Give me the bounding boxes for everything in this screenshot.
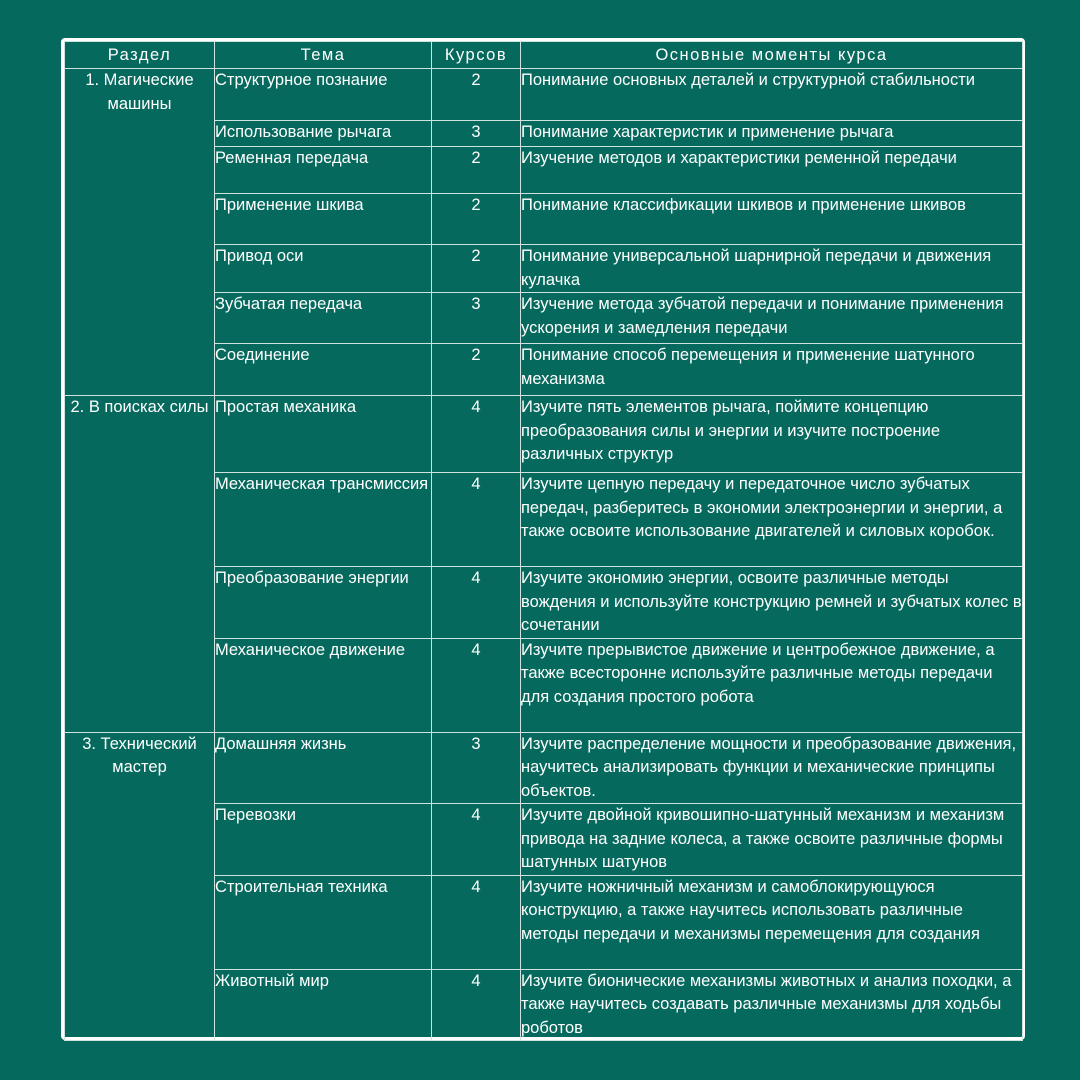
course-count: 4 <box>432 875 521 969</box>
course-count: 4 <box>432 638 521 732</box>
course-table <box>64 41 1023 1041</box>
course-description: Изучите прерывистое движение и центробежное движение, а также всесторонне используйте различные методы передачи для создания простого робота <box>521 638 1023 732</box>
course-description: Изучите бионические механизмы животных и анализ походки, а также научитесь создавать различные механизмы для ходьбы роботов <box>521 969 1023 1041</box>
course-count: 2 <box>432 147 521 194</box>
topic-cell: Применение шкива <box>215 194 432 245</box>
course-count: 4 <box>432 396 521 473</box>
topic-cell: Структурное познание <box>215 69 432 121</box>
course-description: Изучите экономию энергии, освоите различные методы вождения и используйте конструкцию ремней и зубчатых колес в сочетании <box>521 567 1023 639</box>
table-row <box>65 69 1023 121</box>
topic-cell: Использование рычага <box>215 121 432 147</box>
topic-cell: Зубчатая передача <box>215 293 432 344</box>
course-count: 4 <box>432 804 521 876</box>
topic-cell: Домашняя жизнь <box>215 732 432 804</box>
table-row <box>65 396 1023 473</box>
topic-cell: Простая механика <box>215 396 432 473</box>
topic-cell: Ременная передача <box>215 147 432 194</box>
topic-cell: Перевозки <box>215 804 432 876</box>
topic-cell: Строительная техника <box>215 875 432 969</box>
course-count: 2 <box>432 69 521 121</box>
section-name: 2. В поисках силы <box>65 396 215 733</box>
course-count: 3 <box>432 121 521 147</box>
topic-cell: Животный мир <box>215 969 432 1041</box>
course-count: 3 <box>432 732 521 804</box>
course-description: Изучите пять элементов рычага, поймите концепцию преобразования силы и энергии и изучите построение различных структур <box>521 396 1023 473</box>
course-count: 2 <box>432 245 521 293</box>
header-row <box>65 42 1023 69</box>
course-count: 3 <box>432 293 521 344</box>
course-count: 2 <box>432 344 521 396</box>
course-description: Изучите распределение мощности и преобразование движения, научитесь анализировать функции и механические принципы объектов. <box>521 732 1023 804</box>
topic-cell: Механическая трансмиссия <box>215 473 432 567</box>
course-description: Понимание характеристик и применение рычага <box>521 121 1023 147</box>
course-count: 4 <box>432 969 521 1041</box>
section-name: 3. Технический мастер <box>65 732 215 1041</box>
header-courses: Курсов <box>432 42 521 69</box>
course-description: Понимание классификации шкивов и применение шкивов <box>521 194 1023 245</box>
course-description: Понимание основных деталей и структурной стабильности <box>521 69 1023 121</box>
course-description: Изучите ножничный механизм и самоблокирующуюся конструкцию, а также научитесь использовать различные методы передачи и механизмы перемещения для создания <box>521 875 1023 969</box>
section-name: 1. Магические машины <box>65 69 215 396</box>
topic-cell: Соединение <box>215 344 432 396</box>
course-description: Изучение метода зубчатой передачи и понимание применения ускорения и замедления передачи <box>521 293 1023 344</box>
table-row <box>65 732 1023 804</box>
course-count: 2 <box>432 194 521 245</box>
topic-cell: Привод оси <box>215 245 432 293</box>
course-description: Изучение методов и характеристики ременной передачи <box>521 147 1023 194</box>
header-topic: Тема <box>215 42 432 69</box>
course-description: Понимание способ перемещения и применение шатунного механизма <box>521 344 1023 396</box>
course-description: Понимание универсальной шарнирной передачи и движения кулачка <box>521 245 1023 293</box>
course-description: Изучите цепную передачу и передаточное число зубчатых передач, разберитесь в экономии электроэнергии и энергии, а также освоите использование двигателей и силовых коробок. <box>521 473 1023 567</box>
header-section: Раздел <box>65 42 215 69</box>
topic-cell: Механическое движение <box>215 638 432 732</box>
course-count: 4 <box>432 473 521 567</box>
course-count: 4 <box>432 567 521 639</box>
topic-cell: Преобразование энергии <box>215 567 432 639</box>
course-description: Изучите двойной кривошипно-шатунный механизм и механизм привода на задние колеса, а также освоите различные формы шатунных шатунов <box>521 804 1023 876</box>
header-highlights: Основные моменты курса <box>521 42 1023 69</box>
